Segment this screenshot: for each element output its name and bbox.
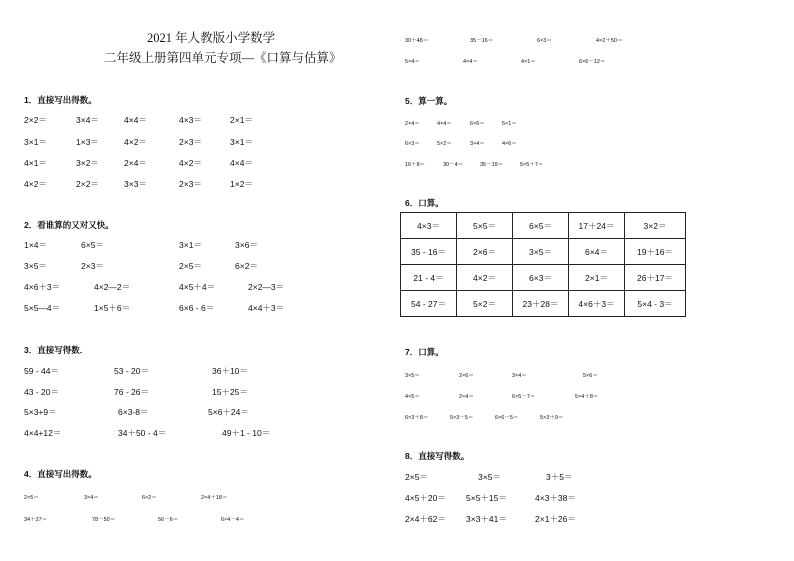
problem: 6×3-8＝: [118, 407, 149, 417]
problem: 76 - 26＝: [114, 387, 149, 397]
problem: 4×6＋3＝: [24, 282, 61, 292]
problem: 4×5＋4＝: [179, 282, 216, 292]
problem: 2×6＝: [459, 373, 474, 379]
problem: 3×1＝: [179, 240, 202, 250]
problem: 2×3＝: [81, 261, 104, 271]
table-cell: 5×5＝: [457, 213, 513, 239]
problem: 6×6－12＝: [579, 59, 606, 65]
problem: 4×4＝: [230, 158, 253, 168]
problem: 4×4＝: [463, 59, 478, 65]
problem: 2×4＝: [459, 394, 474, 400]
problem: 4×2—2＝: [94, 282, 131, 292]
problem: 3×4＝: [84, 495, 99, 501]
problem: 2×5＝: [24, 495, 39, 501]
problem: 34＋27＝: [24, 517, 48, 523]
table-row: [401, 291, 686, 317]
problem: 3×3＋41＝: [466, 514, 507, 524]
problem: 1×2＝: [230, 179, 253, 189]
problem: 35－19＝: [480, 162, 504, 168]
problem: 6×2＝: [235, 261, 258, 271]
problem: 4×2＝: [179, 158, 202, 168]
problem: 2×5＝: [405, 472, 428, 482]
problem: 4×2＝: [24, 179, 47, 189]
problem: 6×3＝: [537, 38, 552, 44]
problem: 16＋8＝: [405, 162, 426, 168]
problem: 5×3+9＝: [24, 407, 57, 417]
problem: 4×4＝: [124, 115, 147, 125]
problem: 3＋5＝: [546, 472, 573, 482]
section-1-heading: 1．直接写出得数。: [24, 95, 97, 105]
table-cell: 19＋16＝: [625, 239, 686, 265]
section-5-heading: 5．算一算。: [405, 96, 453, 106]
problem: 2×4＋62＝: [405, 514, 446, 524]
table-row: [401, 265, 686, 291]
problem: 6×5－7＝: [512, 394, 536, 400]
table-cell: 2×1＝: [569, 265, 625, 291]
section-8-heading: 8．直接写得数。: [405, 451, 470, 461]
problem: 5×5—4＝: [24, 303, 61, 313]
problem: 5×5＋7＝: [520, 162, 544, 168]
table-cell: 4×6＋3＝: [569, 291, 625, 317]
problem: 5×5＋15＝: [466, 493, 507, 503]
table-row: [401, 239, 686, 265]
table-cell: 5×2＝: [457, 291, 513, 317]
problem: 5×1＝: [502, 121, 517, 127]
problem: 5×4＝: [405, 59, 420, 65]
table-cell: 17＋24＝: [569, 213, 625, 239]
problem: 4×4＝: [437, 121, 452, 127]
table-cell: 23＋28＝: [513, 291, 569, 317]
problem: 5×3＋9＝: [540, 415, 564, 421]
problem: 1×3＝: [76, 137, 99, 147]
mental-math-table: [400, 212, 686, 317]
problem: 2×4＝: [124, 158, 147, 168]
section-6-heading: 6．口算。: [405, 198, 444, 208]
table-cell: 4×3＝: [401, 213, 457, 239]
problem: 4×6＝: [502, 141, 517, 147]
table-cell: 6×4＝: [569, 239, 625, 265]
title-line-2: 二年级上册第四单元专项—《口算与估算》: [104, 51, 342, 65]
problem: 3×1＝: [230, 137, 253, 147]
problem: 4×5＋20＝: [405, 493, 446, 503]
problem: 5×6＋24＝: [208, 407, 249, 417]
problem: 2×5＝: [179, 261, 202, 271]
section-7-heading: 7．口算。: [405, 347, 444, 357]
problem: 3×4＝: [76, 115, 99, 125]
problem: 3×5＝: [24, 261, 47, 271]
problem: 3×4＝: [512, 373, 527, 379]
problem: 2×4＝: [405, 121, 420, 127]
table-cell: 6×5＝: [513, 213, 569, 239]
problem: 4×3＋38＝: [535, 493, 576, 503]
problem: 6×4－4＝: [221, 517, 245, 523]
problem: 2×4＋18＝: [201, 495, 228, 501]
problem: 5×2＝: [437, 141, 452, 147]
problem: 49＋1 - 10＝: [222, 428, 271, 438]
table-row: [401, 213, 686, 239]
table-cell: 3×2＝: [625, 213, 686, 239]
problem: 30－4＝: [443, 162, 464, 168]
problem: 6×6 - 6＝: [179, 303, 215, 313]
problem: 15＋25＝: [212, 387, 248, 397]
problem: 3×6＝: [235, 240, 258, 250]
problem: 4×2＋50＝: [596, 38, 623, 44]
problem: 43 - 20＝: [24, 387, 59, 397]
problem: 6×6＝: [470, 121, 485, 127]
problem: 36＋10＝: [212, 366, 248, 376]
problem: 30＋48＝: [405, 38, 429, 44]
problem: 1×5＋6＝: [94, 303, 131, 313]
problem: 5×4＋8＝: [575, 394, 599, 400]
problem: 3×5＝: [478, 472, 501, 482]
problem: 34＋50 - 4＝: [118, 428, 167, 438]
problem: 4×2＝: [124, 137, 147, 147]
problem: 3×3＝: [124, 179, 147, 189]
section-2-heading: 2．看谁算的又对又快。: [24, 220, 114, 230]
problem: 5×6＝: [583, 373, 598, 379]
table-cell: 21 - 4＝: [401, 265, 457, 291]
section-4-heading: 4．直接写出得数。: [24, 469, 97, 479]
problem: 59 - 44＝: [24, 366, 59, 376]
problem: 4×4+12＝: [24, 428, 62, 438]
problem: 2×2—3＝: [248, 282, 285, 292]
problem: 6×5＝: [81, 240, 104, 250]
problem: 3×2＝: [76, 158, 99, 168]
table-cell: 6×3＝: [513, 265, 569, 291]
problem: 3×4＝: [470, 141, 485, 147]
problem: 6×3＝: [405, 141, 420, 147]
problem: 4×1＝: [521, 59, 536, 65]
problem: 3×5＝: [405, 373, 420, 379]
problem: 2×3＝: [179, 179, 202, 189]
problem: 4×5＝: [405, 394, 420, 400]
table-cell: 26＋17＝: [625, 265, 686, 291]
problem: 6×2＝: [142, 495, 157, 501]
table-cell: 35 - 16＝: [401, 239, 457, 265]
table-cell: 54 - 27＝: [401, 291, 457, 317]
table-cell: 2×6＝: [457, 239, 513, 265]
table-cell: 4×2＝: [457, 265, 513, 291]
problem: 4×4＋3＝: [248, 303, 285, 313]
problem: 6×3＋8＝: [405, 415, 429, 421]
problem: 3×1＝: [24, 137, 47, 147]
problem: 5×3－5＝: [450, 415, 474, 421]
problem: 4×3＝: [179, 115, 202, 125]
problem: 2×2＝: [24, 115, 47, 125]
problem: 2×2＝: [76, 179, 99, 189]
problem: 2×1＋26＝: [535, 514, 576, 524]
table-cell: 5×4 - 3＝: [625, 291, 686, 317]
title-line-1: 2021 年人教版小学数学: [147, 31, 276, 45]
problem: 53 - 20＝: [114, 366, 149, 376]
section-3-heading: 3．直接写得数．: [24, 345, 89, 355]
problem: 2×1＝: [230, 115, 253, 125]
problem: 6×6－5＝: [495, 415, 519, 421]
problem: 1×4＝: [24, 240, 47, 250]
problem: 56－6＝: [158, 517, 179, 523]
problem: 78－50＝: [92, 517, 116, 523]
table-cell: 3×5＝: [513, 239, 569, 265]
problem: 4×1＝: [24, 158, 47, 168]
problem: 35－16＝: [470, 38, 494, 44]
problem: 2×3＝: [179, 137, 202, 147]
